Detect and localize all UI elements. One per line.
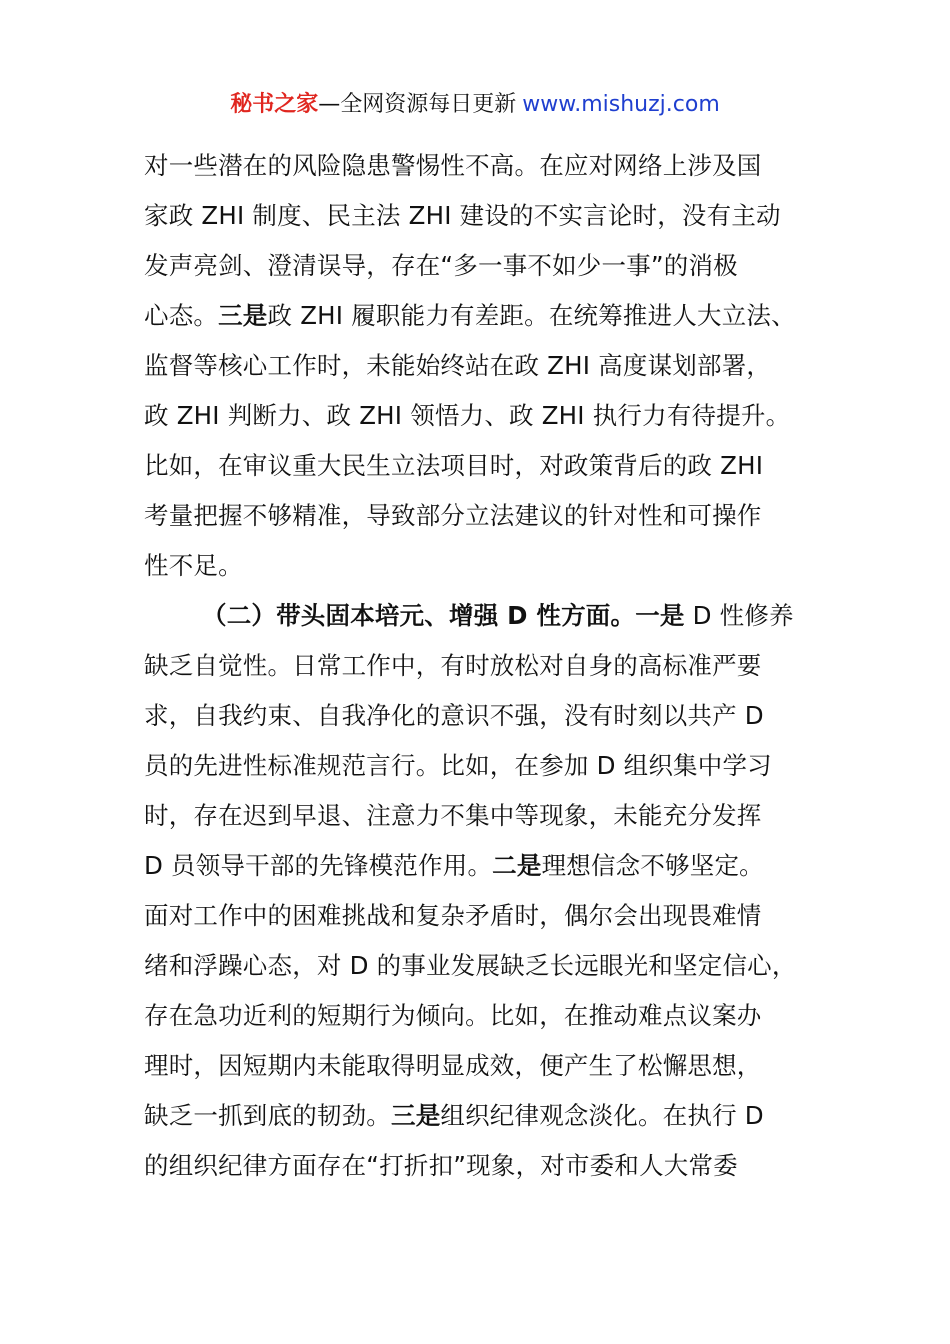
text-line	[144, 141, 824, 191]
text-line	[144, 241, 824, 291]
text-segment: 员的先进性标准规范言行。比如，在参加 D 组织集中学习	[144, 751, 772, 780]
brand-name: 秘书之家	[230, 92, 319, 117]
bold-text-segment: 三是	[391, 1101, 441, 1130]
text-line	[144, 641, 824, 691]
text-line	[144, 691, 824, 741]
bold-text-segment: （二）带头固本培元、增强 D 性方面。	[202, 601, 636, 630]
text-segment: 考量把握不够精准，导致部分立法建议的针对性和可操作	[144, 501, 762, 530]
text-segment: 家政 ZHI 制度、民主法 ZHI 建设的不实言论时，没有主动	[144, 201, 781, 230]
text-line	[144, 441, 824, 491]
page-header	[0, 88, 950, 122]
header-url-link[interactable]: www.mishuzj.com	[522, 92, 720, 117]
text-segment: 比如，在审议重大民生立法项目时，对政策背后的政 ZHI	[144, 451, 764, 480]
text-line	[144, 741, 824, 791]
text-segment: 存在急功近利的短期行为倾向。比如，在推动难点议案办	[144, 1001, 762, 1030]
text-segment: 理时，因短期内未能取得明显成效，便产生了松懈思想，	[144, 1051, 762, 1080]
text-line	[144, 891, 824, 941]
document-body	[144, 141, 824, 1191]
text-segment: D 性修养	[684, 601, 794, 630]
text-segment: 求，自我约束、自我净化的意识不强，没有时刻以共产 D	[144, 701, 764, 730]
text-segment: 发声亮剑、澄清误导，存在“多一事不如少一事”的消极	[144, 251, 738, 280]
text-line	[144, 791, 824, 841]
header-tagline: 全网资源每日更新	[340, 92, 517, 117]
text-segment: 面对工作中的困难挑战和复杂矛盾时，偶尔会出现畏难情	[144, 901, 762, 930]
text-line	[144, 591, 824, 641]
text-segment: 时，存在迟到早退、注意力不集中等现象，未能充分发挥	[144, 801, 762, 830]
text-segment: 政 ZHI 履职能力有差距。在统筹推进人大立法、	[267, 301, 796, 330]
text-segment: 性不足。	[144, 551, 243, 580]
text-line	[144, 341, 824, 391]
text-line	[144, 541, 824, 591]
text-line	[144, 1091, 824, 1141]
text-line	[144, 1041, 824, 1091]
text-line	[144, 941, 824, 991]
text-segment: 对一些潜在的风险隐患警惕性不高。在应对网络上涉及国	[144, 151, 762, 180]
text-line	[144, 291, 824, 341]
header-dash: —	[318, 92, 341, 117]
text-segment: 的组织纪律方面存在“打折扣”现象，对市委和人大常委	[144, 1151, 738, 1180]
text-line	[144, 491, 824, 541]
text-segment: D 员领导干部的先锋模范作用。	[144, 851, 493, 880]
text-line	[144, 841, 824, 891]
text-segment: 心态。	[144, 301, 219, 330]
text-segment: 理想信念不够坚定。	[541, 851, 764, 880]
text-line	[144, 191, 824, 241]
text-segment: 缺乏自觉性。日常工作中，有时放松对自身的高标准严要	[144, 651, 762, 680]
text-segment: 绪和浮躁心态，对 D 的事业发展缺乏长远眼光和坚定信心，	[144, 951, 797, 980]
text-segment: 监督等核心工作时，未能始终站在政 ZHI 高度谋划部署，	[144, 351, 772, 380]
text-line	[144, 391, 824, 441]
text-segment: 组织纪律观念淡化。在执行 D	[440, 1101, 764, 1130]
text-segment: 政 ZHI 判断力、政 ZHI 领悟力、政 ZHI 执行力有待提升。	[144, 401, 791, 430]
text-line	[144, 1141, 824, 1191]
bold-text-segment: 一是	[635, 601, 685, 630]
bold-text-segment: 二是	[492, 851, 542, 880]
text-segment: 缺乏一抓到底的韧劲。	[144, 1101, 391, 1130]
text-line	[144, 991, 824, 1041]
bold-text-segment: 三是	[218, 301, 268, 330]
